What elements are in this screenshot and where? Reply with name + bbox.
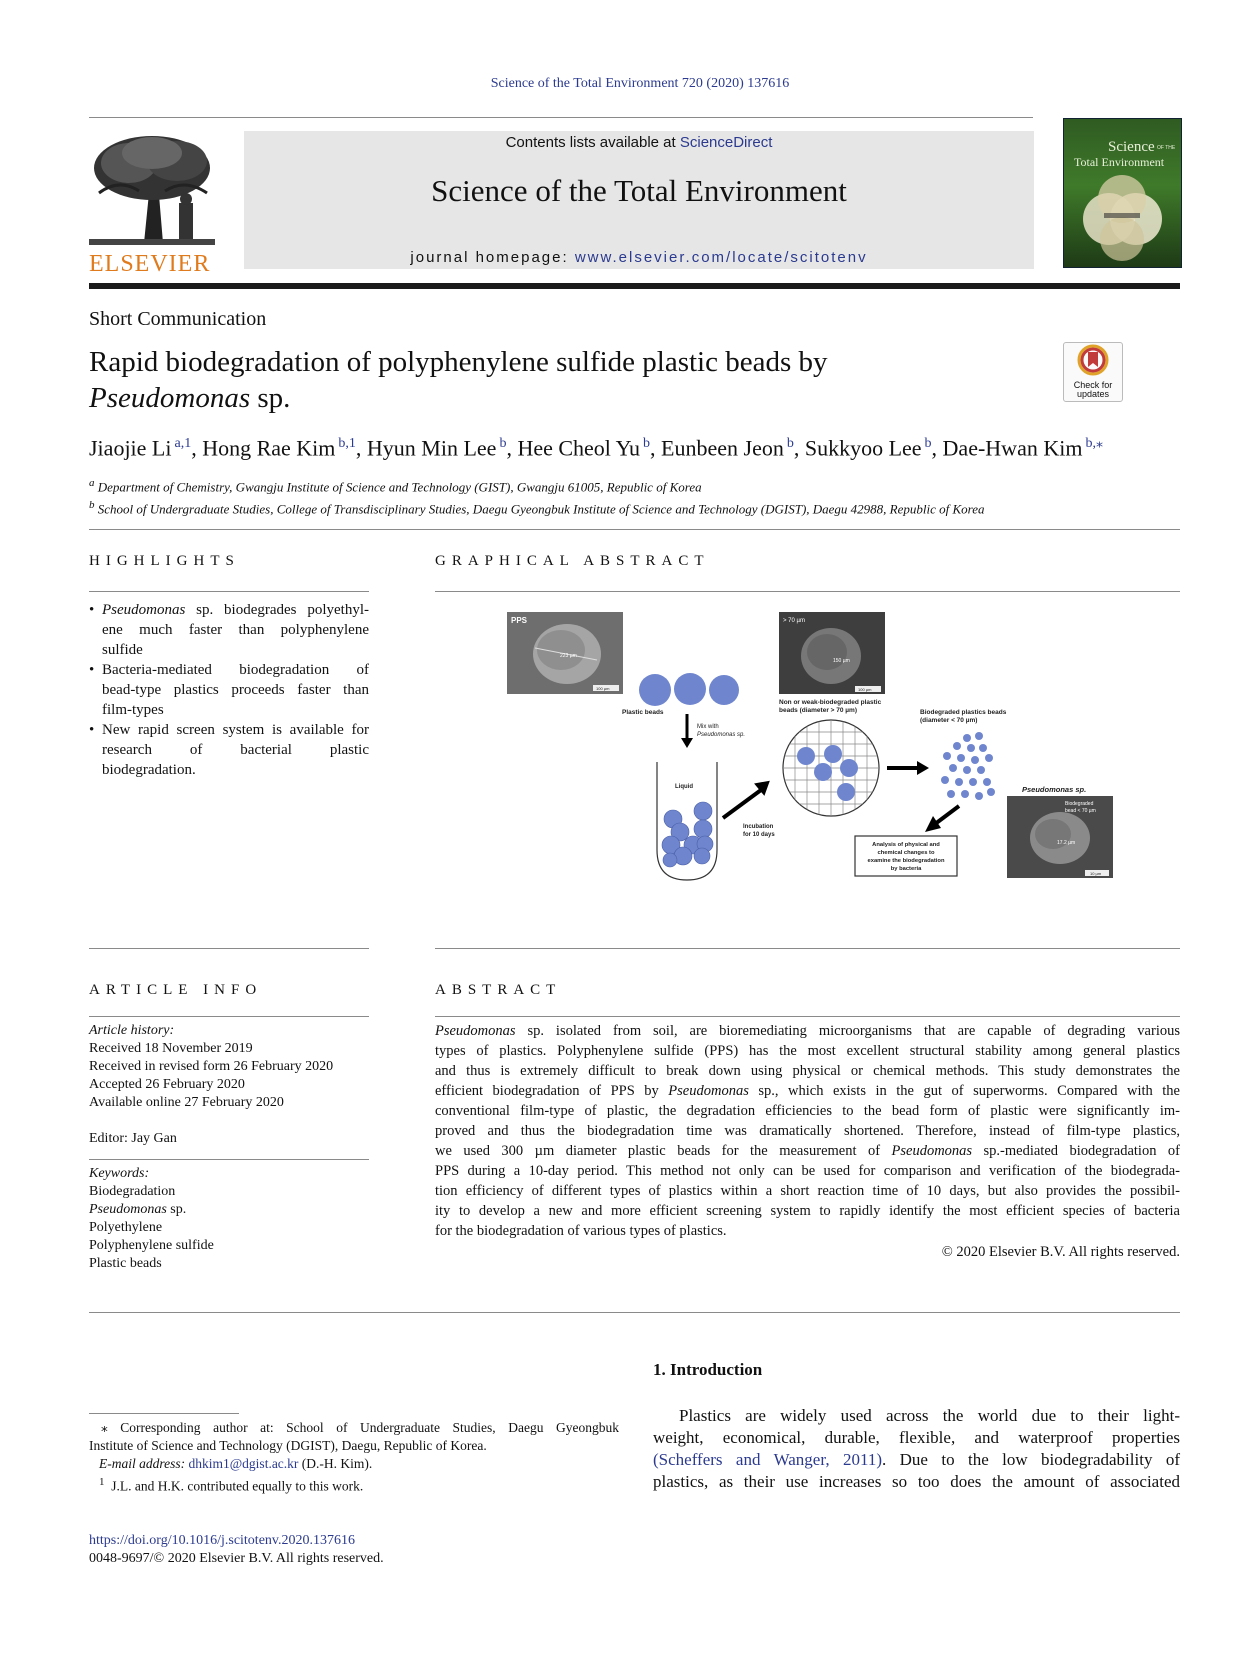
small-measure: 17.2 µm: [1057, 840, 1076, 846]
author-affiliation-sup[interactable]: b: [643, 436, 651, 451]
highlight-line: [102, 640, 369, 660]
plastic-beads-label: Plastic beads: [622, 709, 664, 716]
email-link[interactable]: dhkim1@dgist.ac.kr: [188, 1456, 299, 1471]
tube-beads: [662, 802, 713, 867]
highlight-text: biodegradation.: [102, 762, 196, 778]
journal-masthead: [244, 131, 1034, 269]
highlight-genus: Pseudomonas: [102, 602, 186, 618]
history-label: Article history:: [89, 1023, 175, 1038]
highlight-line: [102, 760, 369, 780]
author-affiliation-sup[interactable]: b: [499, 436, 507, 451]
abstract-line: tion efficiency of different types of plastics within a short reaction time of 10 days, but also provides the possibil-: [435, 1183, 1180, 1199]
elsevier-logo[interactable]: [89, 133, 215, 277]
highlight-text: bead-type plastics proceeds faster than: [102, 682, 369, 698]
title-genus: Pseudomonas: [89, 382, 251, 414]
equal-contribution-line: [89, 1473, 619, 1496]
citation-link[interactable]: (Scheffers and Wanger, 2011): [653, 1450, 882, 1469]
gt70-scale: 100 µm: [858, 687, 872, 692]
genus-italic: Pseudomonas: [435, 1023, 516, 1039]
journal-citation-line[interactable]: Science of the Total Environment 720 (2020) 137616: [490, 76, 790, 91]
highlight-line: [102, 680, 369, 700]
homepage-line: [244, 249, 1034, 266]
graphical-abstract-svg: [505, 610, 1115, 882]
received-date: Received 18 November 2019: [89, 1041, 253, 1056]
check-updates-line2: updates: [1076, 389, 1110, 399]
highlight-item: [89, 600, 369, 660]
bead: [709, 675, 739, 705]
abstract-line: ity to develop a new and more efficient screening system to rapidly identify the most efficient species of bacteria: [435, 1203, 1180, 1219]
corresponding-author-line-1: ⁎ Corresponding author at: School of Undergraduate Studies, Daegu Gyeongbuk: [101, 1420, 619, 1435]
doi-link[interactable]: https://doi.org/10.1016/j.scitotenv.2020.137616: [89, 1533, 355, 1548]
genus-italic: Pseudomonas: [891, 1143, 973, 1159]
abstract-line: PPS during a 10-day period. This method not only can be used for comparison and verification of the biodegrada-: [435, 1163, 1180, 1179]
author-name[interactable]: Eunbeen Jeon: [661, 435, 784, 461]
abstract-line: conventional film-type of plastic, the degradation efficiencies to the bead form of plastic were significantly im-: [435, 1103, 1180, 1119]
genus-italic: Pseudomonas: [89, 1202, 167, 1217]
doi-block: [89, 1532, 384, 1568]
author-name[interactable]: Sukkyoo Lee: [804, 435, 922, 461]
highlight-line: [102, 720, 369, 740]
title-sp: sp.: [250, 382, 291, 414]
author-name[interactable]: Jiaojie Li: [89, 435, 172, 461]
bullet-icon: •: [89, 722, 95, 738]
keyword[interactable]: Biodegradation: [89, 1184, 176, 1199]
mix-species-label: Pseudomonas sp.: [697, 732, 746, 738]
check-updates-line1: Check for: [1073, 380, 1113, 390]
biodeg-label-2: (diameter < 70 µm): [920, 717, 978, 724]
keywords-label: Keywords:: [89, 1166, 150, 1181]
keyword[interactable]: Polyphenylene sulfide: [89, 1238, 214, 1253]
online-date: Available online 27 February 2020: [89, 1095, 284, 1110]
corresponding-author-line-2: Institute of Science and Technology (DGIST), Daegu, Republic of Korea.: [89, 1438, 487, 1453]
diagonal-arrow-icon: [723, 790, 761, 818]
article-type: Short Communication: [89, 308, 267, 330]
keyword[interactable]: Plastic beads: [89, 1256, 162, 1271]
graphical-abstract-heading: GRAPHICAL ABSTRACT: [435, 553, 710, 569]
intro-line-3: [653, 1449, 1180, 1471]
footnotes: [89, 1419, 619, 1496]
editor: Editor: Jay Gan: [89, 1131, 177, 1146]
highlights-heading: HIGHLIGHTS: [89, 553, 240, 569]
cover-venn-icon: [1064, 169, 1181, 268]
highlight-text: New rapid screen system is available for: [102, 722, 369, 738]
highlight-item: [89, 660, 369, 720]
intro-line-2: weight, economical, durable, flexible, and waterproof properties: [653, 1428, 1180, 1447]
affiliation-a: [89, 474, 985, 496]
author-affiliation-sup[interactable]: a,1: [174, 436, 192, 451]
down-left-arrow-icon: [935, 806, 959, 824]
footnote-rule: [89, 1413, 239, 1414]
elsevier-tree-icon: [89, 133, 215, 245]
highlight-text: Bacteria-mediated biodegradation of: [102, 662, 369, 678]
analysis-line-4: by bacteria: [890, 866, 922, 872]
analysis-line-2: chemical changes to: [877, 850, 935, 856]
author-name[interactable]: Hyun Min Lee: [366, 435, 497, 461]
sciencedirect-link[interactable]: ScienceDirect: [679, 134, 773, 151]
email-label: E-mail address:: [99, 1456, 189, 1471]
bead: [674, 673, 706, 705]
genus-italic: Pseudomonas: [668, 1083, 749, 1099]
non-weak-label-1: Non or weak-biodegraded plastic: [779, 699, 882, 706]
incubation-label-1: Incubation: [743, 824, 774, 830]
analysis-line-1: Analysis of physical and: [872, 842, 940, 848]
affiliation-mark: b: [89, 499, 95, 512]
author-separator: ,: [355, 435, 367, 461]
author-affiliation-sup[interactable]: b,⁎: [1085, 436, 1103, 451]
abstract-line: for the biodegradation of various types of plastics.: [435, 1223, 727, 1239]
highlight-text: research of bacterial plastic: [102, 742, 369, 758]
graphical-abstract-figure[interactable]: [505, 610, 1115, 882]
highlight-text: sulfide: [102, 642, 143, 658]
journal-cover[interactable]: [1063, 118, 1182, 268]
title-line-2: [89, 380, 989, 416]
abstract-line: types of plastics. Polyphenylene sulfide (PPS) has the most excellent structural stability among general plastics: [435, 1043, 1180, 1059]
highlight-line: [102, 700, 369, 720]
highlight-text: ene much faster than polyphenylene: [102, 622, 369, 638]
cover-title-env: Total Environment: [1074, 155, 1165, 169]
highlight-line: [102, 620, 369, 640]
abstract-line: proved and thus the biodegradation time was dramatically shortened. Therefore, instead of film-type plastics,: [435, 1123, 1180, 1139]
keywords: [89, 1165, 379, 1273]
intro-line-4: plastics, as their use increases so too does the amount of associated: [653, 1472, 1180, 1491]
equal-text: J.L. and H.K. contributed equally to this work.: [111, 1478, 364, 1494]
rule-left-above-info: [89, 948, 369, 949]
homepage-link[interactable]: www.elsevier.com/locate/scitotenv: [574, 249, 868, 266]
accepted-date: Accepted 26 February 2020: [89, 1077, 245, 1092]
highlight-item: [89, 720, 369, 780]
title-line-1: Rapid biodegradation of polyphenylene sulfide plastic beads by: [89, 346, 828, 378]
bullet-icon: •: [89, 602, 95, 618]
affiliation-text: Department of Chemistry, Gwangju Institute of Science and Technology (GIST), Gwangju 61005, Republic of Korea: [97, 479, 702, 495]
abstract-heading: ABSTRACT: [435, 982, 562, 998]
author-name[interactable]: Hee Cheol Yu: [517, 435, 641, 461]
highlight-text: film-types: [102, 702, 164, 718]
keywords-rule: [89, 1159, 369, 1160]
abstract-line: and thus is extremely difficult to break down using physical or chemical methods. This study demonstrates the: [435, 1063, 1180, 1079]
author-affiliation-sup[interactable]: b: [924, 436, 932, 451]
contents-prefix: Contents lists available at: [505, 134, 680, 151]
article-info-heading: ARTICLE INFO: [89, 982, 263, 998]
gt70-measure: 150 µm: [833, 658, 850, 664]
biodeg-bead-label-2: bead < 70 µm: [1065, 808, 1096, 814]
gt70-label: > 70 µm: [783, 618, 805, 624]
liquid-label: Liquid: [675, 784, 693, 790]
author-list: [89, 435, 1103, 461]
highlights-rule: [89, 591, 369, 592]
rule-right-above-abstract: [435, 948, 1180, 949]
affiliation-text: School of Undergraduate Studies, College of Transdisciplinary Studies, Daegu Gyeongbuk Institute of Science and Technology (DGIST), Daegu 42988, Republic of Korea: [97, 501, 985, 517]
masthead-thick-rule: [89, 283, 1180, 289]
pps-measure: 223 µm: [560, 653, 577, 659]
highlights-list: [89, 600, 369, 780]
highlight-line: [102, 600, 369, 620]
analysis-line-3: examine the biodegradation: [867, 858, 945, 864]
bullet-icon: •: [89, 662, 95, 678]
abstract-copyright: © 2020 Elsevier B.V. All rights reserved.: [941, 1244, 1180, 1260]
author-name[interactable]: Dae-Hwan Kim: [942, 435, 1083, 461]
abstract-line: we used 300 µm diameter plastic beads for the measurement of Pseudomonas sp.-mediated biodegradation of: [435, 1143, 1180, 1159]
affiliations: [89, 474, 985, 519]
pps-scale: 100 µm: [596, 686, 610, 691]
biodeg-bead-label-1: Biodegraded: [1065, 801, 1094, 807]
journal-title[interactable]: Science of the Total Environment: [431, 173, 847, 208]
author-affiliation-sup[interactable]: b,1: [338, 436, 356, 451]
abstract-line: Pseudomonas sp. isolated from soil, are bioremediating microorganisms that are capable of degrading various: [435, 1023, 1180, 1039]
check-for-updates-badge[interactable]: [1063, 342, 1123, 402]
elsevier-wordmark: ELSEVIER: [89, 251, 211, 277]
author-separator: ,: [506, 435, 518, 461]
article-history: [89, 1022, 379, 1148]
abstract-line: efficient biodegradation of PPS by Pseudomonas sp., which exists in the gut of superworms. Compared with the: [435, 1083, 1180, 1099]
mix-with-label: Mix with: [697, 724, 719, 730]
sieve-mesh: [783, 720, 879, 816]
author-affiliation-sup[interactable]: b: [786, 436, 794, 451]
article-title: [89, 344, 989, 416]
abstract-body: [435, 1021, 1180, 1241]
highlight-text: sp. biodegrades polyethyl-: [185, 602, 369, 618]
homepage-prefix: journal homepage:: [410, 249, 575, 266]
affiliation-mark: a: [89, 477, 95, 489]
top-rule: [89, 117, 1033, 118]
non-weak-label-2: beads (diameter > 70 µm): [779, 707, 857, 714]
author-separator: ,: [191, 435, 203, 461]
small-scale: 10 µm: [1090, 871, 1102, 876]
highlight-line: [102, 660, 369, 680]
small-beads: [941, 732, 995, 800]
email-line: [89, 1455, 619, 1473]
contents-line: [244, 134, 1034, 151]
introduction-body: [653, 1405, 1180, 1493]
graphical-abstract-rule: [435, 591, 1180, 592]
biodeg-label-1: Biodegraded plastics beads: [920, 709, 1007, 716]
email-suffix: (D.-H. Kim).: [298, 1456, 373, 1471]
bookmark-check-icon: [1064, 343, 1122, 377]
revised-date: Received in revised form 26 February 2020: [89, 1059, 334, 1074]
cover-of-the: OF THE: [1157, 145, 1176, 151]
bead: [639, 674, 671, 706]
incubation-label-2: for 10 days: [743, 832, 775, 838]
highlight-line: [102, 740, 369, 760]
intro-line-3-rest: . Due to the low biodegradability of: [882, 1450, 1180, 1469]
author-separator: ,: [650, 435, 662, 461]
keyword[interactable]: Polyethylene: [89, 1220, 163, 1235]
issn-line: 0048-9697/© 2020 Elsevier B.V. All rights reserved.: [89, 1551, 384, 1566]
affiliation-b: [89, 496, 985, 518]
author-separator: ,: [793, 435, 805, 461]
author-name[interactable]: Hong Rae Kim: [202, 435, 336, 461]
keyword[interactable]: Pseudomonas sp.: [89, 1202, 187, 1217]
cover-title-science: Science: [1108, 139, 1155, 155]
rule-below-abstract: [89, 1312, 1180, 1313]
introduction-heading: 1. Introduction: [653, 1360, 763, 1379]
abstract-rule: [435, 1016, 1180, 1017]
rule-under-affiliations: [89, 529, 1180, 530]
pseudo-label: Pseudomonas sp.: [1022, 785, 1087, 794]
article-info-rule: [89, 1016, 369, 1017]
pps-label: PPS: [511, 616, 528, 625]
intro-line-1: Plastics are widely used across the world due to their light-: [679, 1406, 1180, 1425]
author-separator: ,: [931, 435, 943, 461]
equal-mark: 1: [99, 1476, 105, 1488]
